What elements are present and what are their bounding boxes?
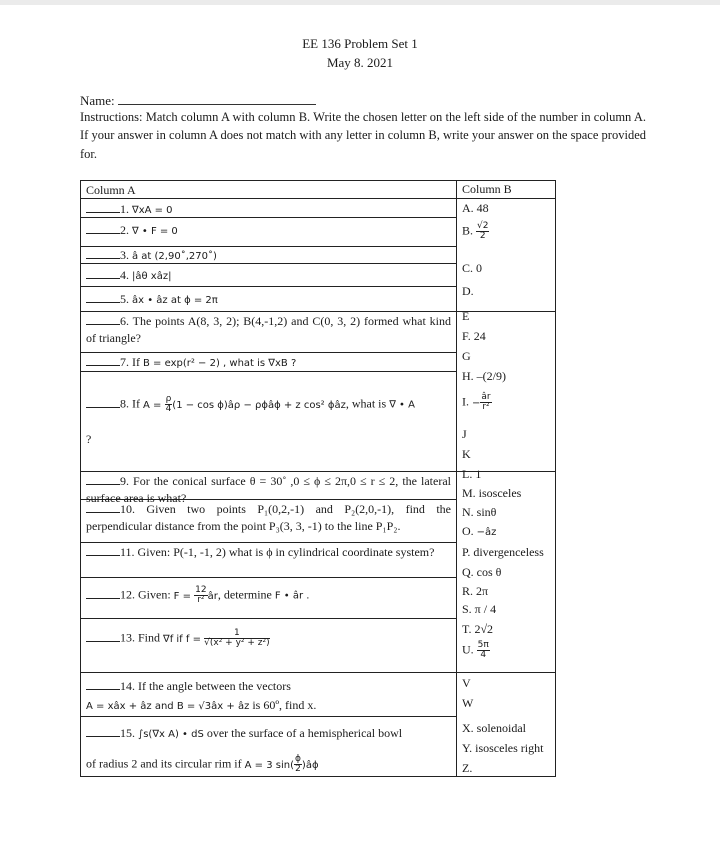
row-line: [81, 542, 456, 543]
option-u: U.: [462, 642, 474, 657]
question-15-line2: of radius 2 and its circular rim if A = 3 sin( $\frac{\phi}{2}$ )âϕ: [86, 754, 319, 774]
answer-blank[interactable]: [86, 201, 120, 213]
equation: $\frac{√2}{2}$: [477, 221, 489, 241]
option-y: Y. isosceles right: [462, 741, 544, 755]
answer-blank[interactable]: [86, 396, 120, 408]
question-15: 15. ∫s(∇x A) • dS over the surface of a hemispherical bowl: [86, 725, 451, 743]
equation: ∇ • A: [389, 399, 415, 411]
question-7: 7. If B = exp(r² − 2) , what is ∇xB ?: [86, 354, 451, 372]
equation: A = 3 sin( $\frac{\phi}{2}$ )âϕ: [244, 754, 319, 774]
name-blank[interactable]: [118, 92, 316, 105]
top-border: [0, 0, 720, 5]
equation: A = xâx + âz and B = √3âx + âz: [86, 701, 250, 712]
equation: A = $\frac{\rho}{4}$ (1 − cos ϕ)âρ − ρϕâϕ + z cos² ϕâz: [143, 394, 346, 414]
option-v: V: [462, 676, 471, 690]
question-8: 8. If A = $\frac{\rho}{4}$ (1 − cos ϕ)âρ − ρϕâϕ + z cos² ϕâz, what is ∇ • A: [86, 395, 451, 414]
option-h: H. –(2/9): [462, 369, 506, 383]
name-field[interactable]: [80, 92, 316, 109]
equation: âx • âz at ϕ = 2π: [132, 295, 218, 306]
option-r: R. 2π: [462, 584, 489, 598]
option-t: T. 2√2: [462, 622, 494, 636]
instructions: Instructions: Match column A with column B. Write the chosen letter on the left side of the number in column A. If your answer in column A does not match with any letter in column B, write your answer on the space provided for.: [80, 110, 646, 161]
answer-blank[interactable]: [86, 630, 120, 642]
answer-blank[interactable]: [86, 678, 120, 690]
column-a-header: Column A: [86, 183, 136, 197]
option-o-wrap: [462, 524, 557, 539]
equation: F = $\frac{12}{\text{r²}}$ âr: [173, 585, 218, 605]
equation: â at (2,90˚,270˚): [132, 251, 217, 262]
answer-blank[interactable]: [86, 247, 120, 259]
option-b: B.: [462, 223, 474, 238]
equation: ∫s(∇x A) • dS: [138, 729, 204, 740]
question-11: 11. Given: P(-1, -1, 2) what is ϕ in cylindrical coordinate system?: [86, 544, 451, 561]
question-12: 12. Given: F = $\frac{12}{\text{r²}}$ âr, determine F • âr .: [86, 586, 451, 605]
question-10: 10. Given two points P₁(0,2,-1) and P₂(2,0,-1), find the perpendicular distance from the point P₃(3, 3, -1) to the line P₁P₂.: [86, 502, 451, 533]
equation: |âθ xâz|: [132, 271, 172, 282]
question-8-mark: ?: [86, 432, 92, 446]
column-divider: [456, 181, 457, 776]
question-9: 9. For the conical surface θ = 30˚ ,0 ≤ ϕ ≤ 2π,0 ≤ r ≤ 2, the lateral surface area is what?: [86, 474, 451, 505]
option-f: F. 24: [462, 329, 486, 343]
equation: − $\frac{âr}{\text{r²}}$: [472, 392, 491, 412]
option-a: A. 48: [462, 201, 489, 215]
question-5: 5. âx • âz at ϕ = 2π: [86, 291, 451, 309]
equation: ∇f if f = $\frac{1}{\text{√(x² + y² + z²)}}$: [163, 628, 270, 648]
answer-blank[interactable]: [86, 587, 120, 599]
option-g: G: [462, 349, 471, 363]
equation: ∇ • F = 0: [132, 226, 178, 237]
document-title: EE 136 Problem Set 1: [302, 36, 418, 51]
equation: −âz: [476, 527, 497, 538]
row-line: [81, 618, 456, 619]
answer-blank[interactable]: [86, 354, 120, 366]
row-line: [81, 716, 456, 717]
question-14: 14. If the angle between the vectors: [86, 678, 451, 695]
column-b-header: Column B: [462, 182, 512, 196]
answer-blank[interactable]: [86, 501, 120, 513]
equation: ∇xA = 0: [132, 205, 173, 216]
answer-blank[interactable]: [86, 473, 120, 485]
equation: F • âr .: [274, 590, 310, 602]
answer-blank[interactable]: [86, 291, 120, 303]
equation: $\frac{5\pi}{4}$: [477, 640, 489, 660]
option-x: X. solenoidal: [462, 721, 526, 735]
question-2: 2. ∇ • F = 0: [86, 222, 451, 240]
answer-blank[interactable]: [86, 267, 120, 279]
question-3: 3. â at (2,90˚,270˚): [86, 247, 451, 265]
option-j: J: [462, 427, 467, 441]
name-label: Name:: [80, 93, 115, 108]
answer-blank[interactable]: [86, 222, 120, 234]
answer-blank[interactable]: [86, 313, 120, 325]
option-l: L. 1: [462, 467, 482, 481]
row-line: [81, 352, 456, 353]
row-line: [81, 286, 456, 287]
option-s: S. π / 4: [462, 602, 497, 616]
option-i-wrap: [462, 393, 557, 412]
option-z: Z.: [462, 761, 473, 775]
option-p: P. divergenceless: [462, 545, 544, 559]
option-e: E: [462, 309, 470, 323]
option-b-wrap: [462, 222, 557, 241]
row-line: [81, 672, 555, 673]
option-d: D.: [462, 284, 474, 298]
question-13: 13. Find ∇f if f = $\frac{1}{\text{√(x² + y² + z²)}}$: [86, 629, 451, 648]
option-o: O.: [462, 524, 474, 538]
equation: B = exp(r² − 2) , what is ∇xB ?: [143, 358, 297, 369]
option-n: N. sinθ: [462, 505, 497, 519]
question-1: 1. ∇xA = 0: [86, 201, 451, 219]
question-4: 4. |âθ xâz|: [86, 267, 451, 285]
row-line: [81, 577, 456, 578]
option-q: Q. cos θ: [462, 565, 502, 579]
answer-blank[interactable]: [86, 725, 120, 737]
document-date: May 8. 2021: [326, 55, 394, 70]
answer-blank[interactable]: [86, 544, 120, 556]
question-6: 6. The points A(8, 3, 2); B(4,-1,2) and C(0, 3, 2) formed what kind of triangle?: [86, 314, 451, 345]
option-m: M. isosceles: [462, 486, 522, 500]
question-14-line2: A = xâx + âz and B = √3âx + âz is 60º, find x.: [86, 698, 317, 712]
option-i: I.: [462, 394, 469, 409]
option-k: K: [462, 447, 471, 461]
option-c: C. 0: [462, 261, 483, 275]
option-u-wrap: [462, 641, 557, 660]
matching-table: [80, 180, 556, 777]
option-w: W: [462, 696, 474, 710]
